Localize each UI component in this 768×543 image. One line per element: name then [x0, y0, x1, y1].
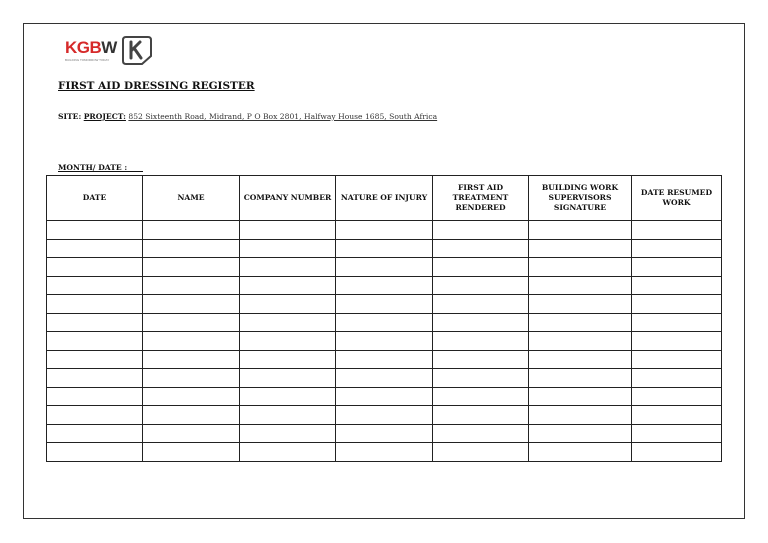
table-cell[interactable]: [433, 387, 529, 406]
table-cell[interactable]: [143, 369, 240, 388]
company-logo: [65, 34, 157, 66]
column-header-name: NAME: [143, 176, 240, 221]
table-cell[interactable]: [632, 387, 722, 406]
table-cell[interactable]: [336, 332, 433, 351]
table-row: [47, 239, 722, 258]
table-cell[interactable]: [632, 258, 722, 277]
table-cell[interactable]: [143, 424, 240, 443]
table-cell[interactable]: [433, 369, 529, 388]
table-cell[interactable]: [433, 276, 529, 295]
column-header-nature-of-injury: NATURE OF INJURY: [336, 176, 433, 221]
table-cell[interactable]: [529, 313, 632, 332]
table-cell[interactable]: [240, 313, 336, 332]
table-cell[interactable]: [336, 443, 433, 462]
table-cell[interactable]: [529, 387, 632, 406]
table-cell[interactable]: [632, 406, 722, 425]
table-cell[interactable]: [143, 350, 240, 369]
table-cell[interactable]: [47, 387, 143, 406]
table-cell[interactable]: [240, 332, 336, 351]
table-cell[interactable]: [529, 443, 632, 462]
table-cell[interactable]: [632, 313, 722, 332]
table-cell[interactable]: [47, 406, 143, 425]
table-row: [47, 276, 722, 295]
table-cell[interactable]: [336, 221, 433, 240]
table-cell[interactable]: [433, 406, 529, 425]
table-cell[interactable]: [336, 239, 433, 258]
table-cell[interactable]: [240, 369, 336, 388]
site-address: 852 Sixteenth Road, Midrand, P O Box 2801, Halfway House 1685, South Africa: [128, 112, 438, 121]
table-row: [47, 221, 722, 240]
table-cell[interactable]: [143, 332, 240, 351]
logo-wordmark-prefix: KGB: [65, 38, 102, 57]
table-row: [47, 332, 722, 351]
table-row: [47, 387, 722, 406]
table-cell[interactable]: [47, 424, 143, 443]
table-cell[interactable]: [433, 313, 529, 332]
table-row: [47, 350, 722, 369]
table-cell[interactable]: [529, 406, 632, 425]
table-cell[interactable]: [529, 332, 632, 351]
table-cell[interactable]: [336, 387, 433, 406]
table-cell[interactable]: [143, 258, 240, 277]
table-cell[interactable]: [632, 221, 722, 240]
table-header-row: [47, 176, 722, 221]
table-cell[interactable]: [143, 313, 240, 332]
table-cell[interactable]: [240, 424, 336, 443]
register-table: [46, 175, 722, 462]
table-cell[interactable]: [47, 295, 143, 314]
table-cell[interactable]: [240, 350, 336, 369]
project-label: PROJECT:: [83, 112, 126, 121]
table-cell[interactable]: [47, 313, 143, 332]
table-cell[interactable]: [47, 332, 143, 351]
table-cell[interactable]: [632, 369, 722, 388]
table-cell[interactable]: [240, 406, 336, 425]
table-row: [47, 258, 722, 277]
table-cell[interactable]: [336, 313, 433, 332]
table-cell[interactable]: [47, 221, 143, 240]
table-cell[interactable]: [47, 258, 143, 277]
table-cell[interactable]: [433, 424, 529, 443]
table-cell[interactable]: [433, 239, 529, 258]
table-cell[interactable]: [47, 350, 143, 369]
table-cell[interactable]: [336, 258, 433, 277]
table-cell[interactable]: [632, 332, 722, 351]
logo-tagline: BUILDING TOMORROW TODAY: [65, 58, 110, 62]
table-cell[interactable]: [47, 276, 143, 295]
table-cell[interactable]: [47, 239, 143, 258]
table-row: [47, 424, 722, 443]
table-cell[interactable]: [433, 332, 529, 351]
register-table-body: [47, 221, 722, 462]
table-cell[interactable]: [632, 295, 722, 314]
month-date-blank[interactable]: [127, 163, 143, 172]
table-cell[interactable]: [632, 424, 722, 443]
column-header-date: DATE: [47, 176, 143, 221]
table-cell[interactable]: [529, 221, 632, 240]
table-cell[interactable]: [47, 443, 143, 462]
table-cell[interactable]: [433, 258, 529, 277]
column-header-first-aid-treatment: FIRST AID TREATMENT RENDERED: [433, 176, 529, 221]
table-cell[interactable]: [529, 276, 632, 295]
table-cell[interactable]: [632, 350, 722, 369]
table-cell[interactable]: [336, 369, 433, 388]
table-cell[interactable]: [632, 239, 722, 258]
logo-wordmark-suffix: W: [101, 38, 117, 57]
month-date-field: [58, 163, 143, 172]
table-cell[interactable]: [632, 443, 722, 462]
month-date-label: MONTH/ DATE :: [58, 163, 128, 172]
table-cell[interactable]: [143, 221, 240, 240]
page-title: FIRST AID DRESSING REGISTER: [58, 80, 255, 92]
site-line: [58, 112, 437, 121]
table-cell[interactable]: [240, 295, 336, 314]
table-cell[interactable]: [529, 295, 632, 314]
table-cell[interactable]: [240, 443, 336, 462]
column-header-company-number: COMPANY NUMBER: [240, 176, 336, 221]
table-cell[interactable]: [336, 350, 433, 369]
table-cell[interactable]: [433, 350, 529, 369]
table-cell[interactable]: [143, 406, 240, 425]
column-header-date-resumed: DATE RESUMED WORK: [632, 176, 722, 221]
table-cell[interactable]: [143, 295, 240, 314]
table-cell[interactable]: [240, 221, 336, 240]
table-row: [47, 443, 722, 462]
table-cell[interactable]: [529, 424, 632, 443]
table-cell[interactable]: [143, 276, 240, 295]
table-row: [47, 369, 722, 388]
table-cell[interactable]: [240, 276, 336, 295]
table-cell[interactable]: [433, 221, 529, 240]
table-cell[interactable]: [336, 295, 433, 314]
table-row: [47, 295, 722, 314]
table-cell[interactable]: [632, 276, 722, 295]
table-cell[interactable]: [529, 350, 632, 369]
table-cell[interactable]: [336, 424, 433, 443]
table-cell[interactable]: [336, 276, 433, 295]
logo-k-icon: [120, 34, 154, 66]
table-cell[interactable]: [433, 443, 529, 462]
column-header-supervisor-signature: BUILDING WORK SUPERVISORS SIGNATURE: [529, 176, 632, 221]
table-cell[interactable]: [529, 239, 632, 258]
table-cell[interactable]: [240, 239, 336, 258]
table-cell[interactable]: [143, 387, 240, 406]
table-cell[interactable]: [143, 239, 240, 258]
table-cell[interactable]: [240, 387, 336, 406]
table-cell[interactable]: [240, 258, 336, 277]
table-row: [47, 406, 722, 425]
site-label: SITE:: [58, 112, 82, 121]
table-cell[interactable]: [143, 443, 240, 462]
table-cell[interactable]: [529, 258, 632, 277]
logo-wordmark: [65, 38, 117, 58]
table-row: [47, 313, 722, 332]
table-cell[interactable]: [433, 295, 529, 314]
table-cell[interactable]: [336, 406, 433, 425]
table-cell[interactable]: [529, 369, 632, 388]
table-cell[interactable]: [47, 369, 143, 388]
